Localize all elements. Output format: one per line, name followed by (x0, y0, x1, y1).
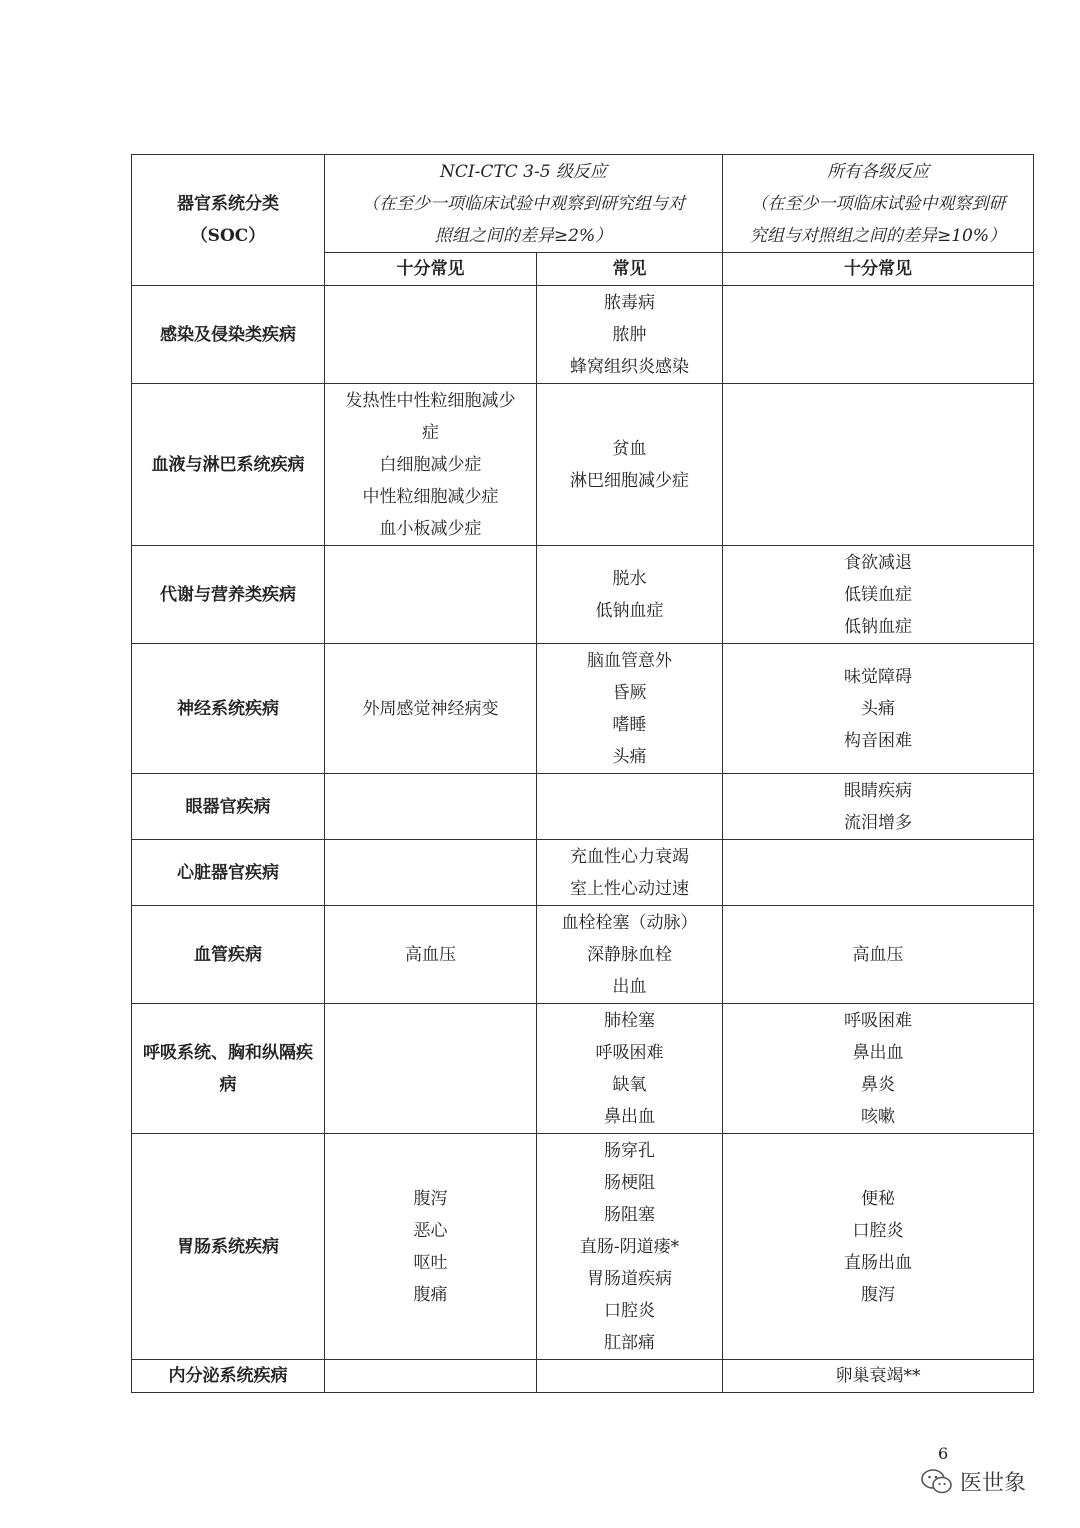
grade35-header-line: （在至少一项临床试验中观察到研究组与对 (362, 193, 685, 214)
cell-grade35-common (537, 1134, 723, 1360)
soc-header (132, 155, 325, 286)
grade35-header-line: 照组之间的差异≥2%） (434, 225, 613, 246)
subheader-very-common-grade35: 十分常见 (325, 253, 537, 286)
list-item: 腹泻 (413, 1188, 448, 1209)
list-item: 症 (422, 422, 439, 443)
table-row (132, 774, 1034, 840)
list-item: 中性粒细胞减少症 (362, 486, 499, 507)
all-grades-header (723, 155, 1034, 253)
list-item: 呼吸困难 (844, 1010, 912, 1031)
wechat-icon (920, 1468, 954, 1496)
cell-grade35-very-common (325, 1004, 537, 1134)
watermark (920, 1466, 1026, 1497)
list-item: 鼻炎 (861, 1074, 895, 1095)
table-row (132, 286, 1034, 384)
cell-all-very-common (723, 1134, 1034, 1360)
cell-grade35-very-common (325, 906, 537, 1004)
soc-cell: 呼吸系统、胸和纵隔疾病 (132, 1004, 325, 1134)
list-item: 高血压 (852, 944, 904, 965)
cell-all-very-common (723, 906, 1034, 1004)
soc-cell: 感染及侵染类疾病 (132, 286, 325, 384)
cell-grade35-very-common (325, 286, 537, 384)
list-item: 蜂窝组织炎感染 (570, 356, 689, 377)
cell-grade35-common (537, 774, 723, 840)
list-item: 咳嗽 (861, 1106, 895, 1127)
list-item: 头痛 (612, 746, 647, 767)
list-item: 室上性心动过速 (570, 878, 689, 899)
list-item: 淋巴细胞减少症 (570, 470, 689, 491)
list-item: 脱水 (612, 568, 647, 589)
cell-all-very-common (723, 1360, 1034, 1393)
list-item: 低镁血症 (844, 584, 912, 605)
subheader-very-common-all: 十分常见 (723, 253, 1034, 286)
all-grades-header-line: 究组与对照组之间的差异≥10%） (749, 225, 1007, 246)
cell-grade35-common (537, 1360, 723, 1393)
list-item: 恶心 (413, 1220, 448, 1241)
soc-cell: 神经系统疾病 (132, 644, 325, 774)
list-item: 味觉障碍 (844, 666, 912, 687)
list-item: 嗜睡 (612, 714, 647, 735)
cell-grade35-common (537, 1004, 723, 1134)
list-item: 肠穿孔 (604, 1140, 655, 1161)
list-item: 血小板减少症 (379, 518, 482, 539)
list-item: 腹泻 (861, 1284, 895, 1305)
table-row (132, 1360, 1034, 1393)
cell-grade35-common (537, 546, 723, 644)
list-item: 昏厥 (612, 682, 647, 703)
list-item: 低钠血症 (595, 600, 664, 621)
soc-cell: 胃肠系统疾病 (132, 1134, 325, 1360)
list-item: 口腔炎 (604, 1300, 655, 1321)
list-item: 白细胞减少症 (379, 454, 482, 475)
list-item: 肺栓塞 (604, 1010, 655, 1031)
subheader-common-grade35: 常见 (537, 253, 723, 286)
soc-cell: 内分泌系统疾病 (132, 1360, 325, 1393)
list-item: 充血性心力衰竭 (570, 846, 689, 867)
soc-header-line: （SOC） (190, 226, 266, 246)
list-item: 出血 (612, 976, 647, 997)
table-row (132, 1134, 1034, 1360)
cell-all-very-common (723, 286, 1034, 384)
cell-all-very-common (723, 644, 1034, 774)
adverse-reactions-table (131, 154, 1034, 1393)
table-row (132, 840, 1034, 906)
cell-grade35-common (537, 906, 723, 1004)
list-item: 发热性中性粒细胞减少 (345, 390, 516, 411)
list-item: 脓肿 (612, 324, 647, 345)
watermark-text: 医世象 (960, 1471, 1027, 1496)
list-item: 腹痛 (413, 1284, 448, 1305)
list-item: 构音困难 (844, 730, 912, 751)
cell-grade35-very-common (325, 840, 537, 906)
list-item: 肠阻塞 (604, 1204, 655, 1225)
table-row (132, 384, 1034, 546)
cell-grade35-very-common (325, 1360, 537, 1393)
list-item: 呼吸困难 (595, 1042, 664, 1063)
cell-all-very-common (723, 1004, 1034, 1134)
list-item: 便秘 (861, 1188, 895, 1209)
list-item: 眼睛疾病 (844, 780, 912, 801)
table-row (132, 546, 1034, 644)
grade35-header (325, 155, 723, 253)
list-item: 缺氧 (612, 1074, 647, 1095)
cell-grade35-very-common (325, 644, 537, 774)
cell-grade35-common (537, 286, 723, 384)
list-item: 流泪增多 (844, 812, 912, 833)
list-item: 肠梗阻 (604, 1172, 655, 1193)
grade35-header-line: NCI-CTC 3-5 级反应 (440, 161, 607, 182)
list-item: 呕吐 (413, 1252, 448, 1273)
table-row (132, 906, 1034, 1004)
list-item: 鼻出血 (604, 1106, 655, 1127)
list-item: 卵巢衰竭** (835, 1366, 921, 1386)
list-item: 食欲减退 (844, 552, 912, 573)
cell-grade35-common (537, 840, 723, 906)
cell-all-very-common (723, 840, 1034, 906)
all-grades-header-line: 所有各级反应 (827, 161, 929, 182)
list-item: 口腔炎 (852, 1220, 904, 1241)
header-row-group (132, 155, 1034, 253)
list-item: 血栓栓塞（动脉） (561, 912, 698, 933)
soc-cell: 血液与淋巴系统疾病 (132, 384, 325, 546)
cell-grade35-very-common (325, 774, 537, 840)
all-grades-header-line: （在至少一项临床试验中观察到研 (750, 193, 1006, 214)
list-item: 直肠-阴道瘘* (579, 1236, 680, 1257)
cell-all-very-common (723, 774, 1034, 840)
soc-cell: 心脏器官疾病 (132, 840, 325, 906)
list-item: 胃肠道疾病 (587, 1268, 672, 1289)
list-item: 脑血管意外 (587, 650, 672, 671)
cell-grade35-common (537, 644, 723, 774)
page-number: 6 (938, 1444, 949, 1463)
soc-cell: 代谢与营养类疾病 (132, 546, 325, 644)
list-item: 贫血 (612, 438, 647, 459)
soc-cell: 血管疾病 (132, 906, 325, 1004)
list-item: 头痛 (861, 698, 895, 719)
cell-grade35-common (537, 384, 723, 546)
soc-cell: 眼器官疾病 (132, 774, 325, 840)
table-row (132, 644, 1034, 774)
cell-all-very-common (723, 384, 1034, 546)
list-item: 低钠血症 (844, 616, 912, 637)
list-item: 高血压 (405, 944, 456, 965)
list-item: 深静脉血栓 (587, 944, 672, 965)
cell-grade35-very-common (325, 546, 537, 644)
list-item: 脓毒病 (604, 292, 655, 313)
list-item: 鼻出血 (852, 1042, 904, 1063)
soc-header-line: 器官系统分类 (177, 194, 279, 214)
cell-grade35-very-common (325, 1134, 537, 1360)
list-item: 外周感觉神经病变 (362, 698, 499, 719)
list-item: 肛部痛 (604, 1332, 655, 1353)
cell-grade35-very-common (325, 384, 537, 546)
list-item: 直肠出血 (844, 1252, 912, 1273)
cell-all-very-common (723, 546, 1034, 644)
table-row (132, 1004, 1034, 1134)
